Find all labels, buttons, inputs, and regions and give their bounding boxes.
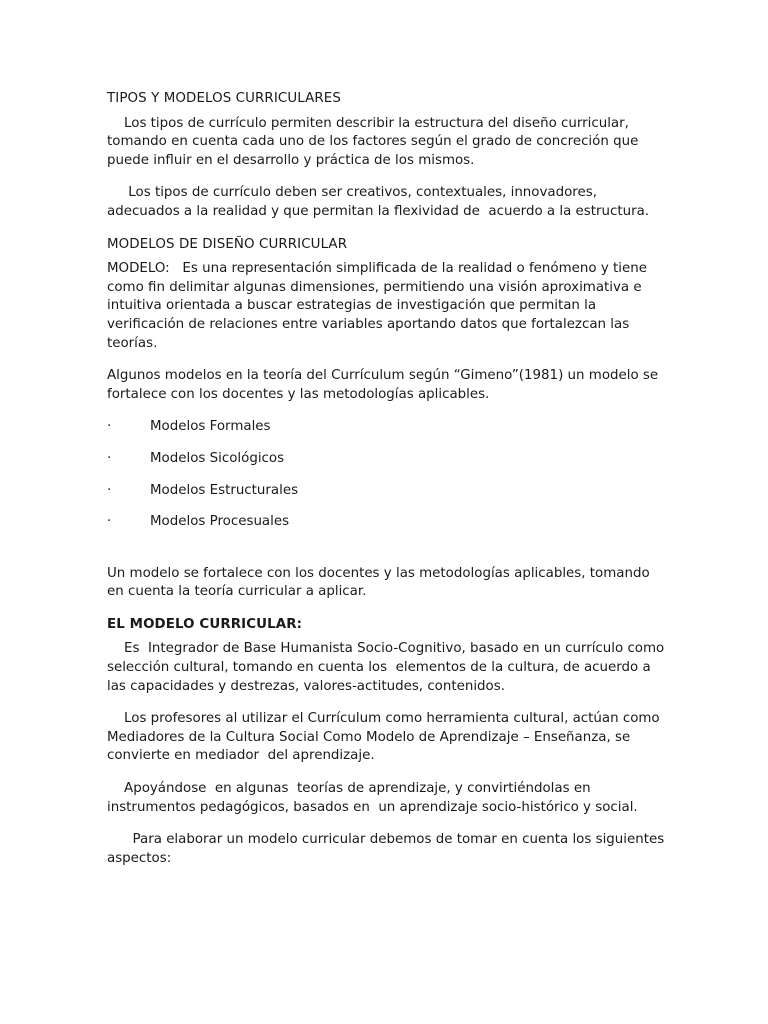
list-item: [107, 513, 667, 532]
document-page: [107, 90, 667, 882]
list-item-label: Modelos Procesuales: [150, 514, 290, 530]
list-item-label: Modelos Sicológicos: [150, 450, 285, 466]
paragraph-tipos-curriculo: Los tipos de currículo permiten describir la estructura del diseño curricular, tomando en cuenta cada uno de los factores según el grado de concreción que puede influir en el desarrollo y práctica de los mismos.: [107, 115, 643, 168]
list-item: [107, 450, 667, 469]
paragraph-profesores: Los profesores al utilizar el Currículum como herramienta cultural, actúan como Mediadores de la Cultura Social Como Modelo de Aprendizaje – Enseñanza, se convierte en mediador del aprendizaje.: [107, 711, 664, 764]
bullet-icon: ·: [107, 482, 112, 498]
paragraph-algunos-modelos: Algunos modelos en la teoría del Currículum según “Gimeno”(1981) un modelo se fortalece con los docentes y las metodologías aplicables.: [107, 368, 659, 402]
bullet-icon: ·: [107, 419, 112, 435]
paragraph-integrador: Es Integrador de Base Humanista Socio-Cognitivo, basado en un currículo como selección cultural, tomando en cuenta los elementos de la cultura, de acuerdo a las capacidades y destrezas, valores-actitudes, contenidos.: [107, 641, 669, 694]
section-heading-modelo-curricular: EL MODELO CURRICULAR:: [107, 616, 303, 632]
bullet-icon: ·: [107, 450, 112, 466]
paragraph-modelo-definicion: MODELO: Es una representación simplificada de la realidad o fenómeno y tiene como fin delimitar algunas dimensiones, permitiendo una visión aproximativa e intuitiva orientada a buscar estrategias de investigación que permitan la verificación de relaciones entre variables aportando datos que fortalezcan las teorías.: [107, 261, 652, 351]
list-item-label: Modelos Formales: [150, 419, 271, 435]
paragraph-tipos-creativos: Los tipos de currículo deben ser creativos, contextuales, innovadores, adecuados a la realidad y que permitan la flexividad de acuerdo a la estructura.: [107, 185, 650, 219]
list-item-label: Modelos Estructurales: [150, 482, 299, 498]
list-item: [107, 482, 667, 501]
paragraph-para-elaborar: Para elaborar un modelo curricular debemos de tomar en cuenta los siguientes aspectos:: [107, 832, 669, 866]
spacer: [107, 545, 667, 565]
list-item: [107, 418, 667, 437]
paragraph-apoyandose: Apoyándose en algunas teorías de aprendizaje, y convirtiéndolas en instrumentos pedagógicos, basados en un aprendizaje socio-histórico y social.: [107, 781, 638, 815]
paragraph-un-modelo: Un modelo se fortalece con los docentes y las metodologías aplicables, tomando en cuenta la teoría curricular a aplicar.: [107, 565, 650, 600]
section-heading-tipos-modelos: TIPOS Y MODELOS CURRICULARES: [107, 91, 341, 106]
bullet-icon: ·: [107, 514, 112, 530]
section-heading-modelos-diseno: MODELOS DE DISEÑO CURRICULAR: [107, 236, 348, 252]
modelos-list: [107, 418, 667, 531]
